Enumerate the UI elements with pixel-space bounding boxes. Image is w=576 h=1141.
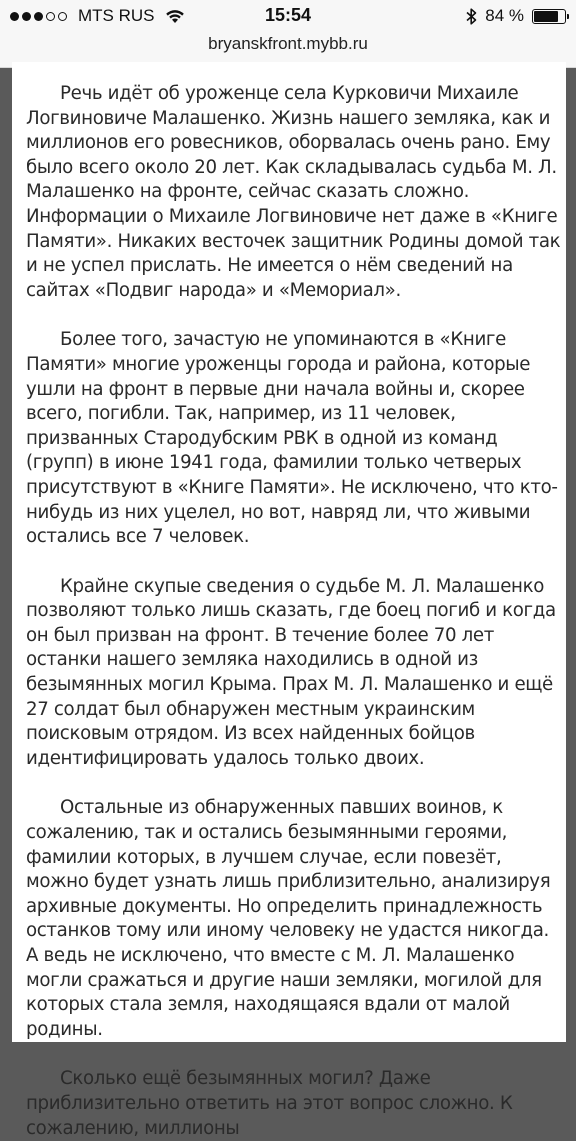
status-row — [0, 2, 576, 32]
address-bar-url[interactable]: bryanskfront.mybb.ru — [208, 34, 368, 53]
status-right-group — [466, 6, 566, 26]
carrier-name: MTS RUS — [78, 6, 155, 25]
bluetooth-icon — [466, 8, 477, 25]
article-body — [12, 62, 566, 1139]
article-paragraph: Крайне скупые сведения о судьбе М. Л. Малашенко позволяют только лишь сказать, где боец погиб и когда он был призван на фронт. В течение более 70 лет останки нашего земляка находились в одной из безымянных могил Крыма. Прах М. Л. Малашенко и ещё 27 солдат был обнаружен местным украинским поисковым отрядом. Из всех найденных бойцов идентифицировать удалось только двоих. — [26, 575, 556, 769]
battery-percentage: 84 % — [485, 6, 524, 25]
clock: 15:54 — [264, 5, 312, 25]
battery-level-fill — [534, 11, 558, 22]
article-paragraph: Речь идёт об уроженце села Курковичи Михаиле Логвиновиче Малашенко. Жизнь нашего земляка, как и миллионов его ровесников, оборвалась очень рано. Ему было всего около 20 лет. Как складывалась судьба М. Л. Малашенко на фронте, сейчас сказать сложно. Информации о Михаиле Логвиновиче нет даже в «Книге Памяти». Никаких весточек защитник Родины домой так и не успел прислать. Не имеется о нём сведений на сайтах «Подвиг народа» и «Мемориал». — [26, 83, 561, 301]
article-paragraph: Сколько ещё безымянных могил? Даже приблизительно ответить на этот вопрос сложно. К сожалению, миллионы — [26, 1068, 513, 1139]
status-bar — [0, 0, 576, 68]
article-paragraph: Остальные из обнаруженных павших воинов, к сожалению, так и остались безымянными героями, фамилии которых, в лучшем случае, если повезёт, можно будет узнать лишь приблизительно, анализируя архивные документы. Но определить принадлежность останков тому или иному человеку не удастся никогда. А ведь не исключено, что вместе с М. Л. Малашенко могли сражаться и другие наши земляки, могилой для которых стала земля, находящаяся вдали от малой родины. — [26, 797, 551, 1040]
web-page-viewport[interactable] — [0, 68, 576, 1139]
article-paragraph: Более того, зачастую не упоминаются в «Книге Памяти» многие уроженцы города и района, которые ушли на фронт в первые дни начала войны и, скорее всего, погибли. Так, например, из 11 человек, призванных Стародубским РВК в одной из команд (групп) в июне 1941 года, фамилии только четверых присутствуют в «Книге Памяти». Не исключено, что кто-нибудь из них уцелел, но вот, навряд ли, что живыми остались все 7 человек. — [26, 329, 558, 548]
battery-icon — [532, 9, 566, 24]
